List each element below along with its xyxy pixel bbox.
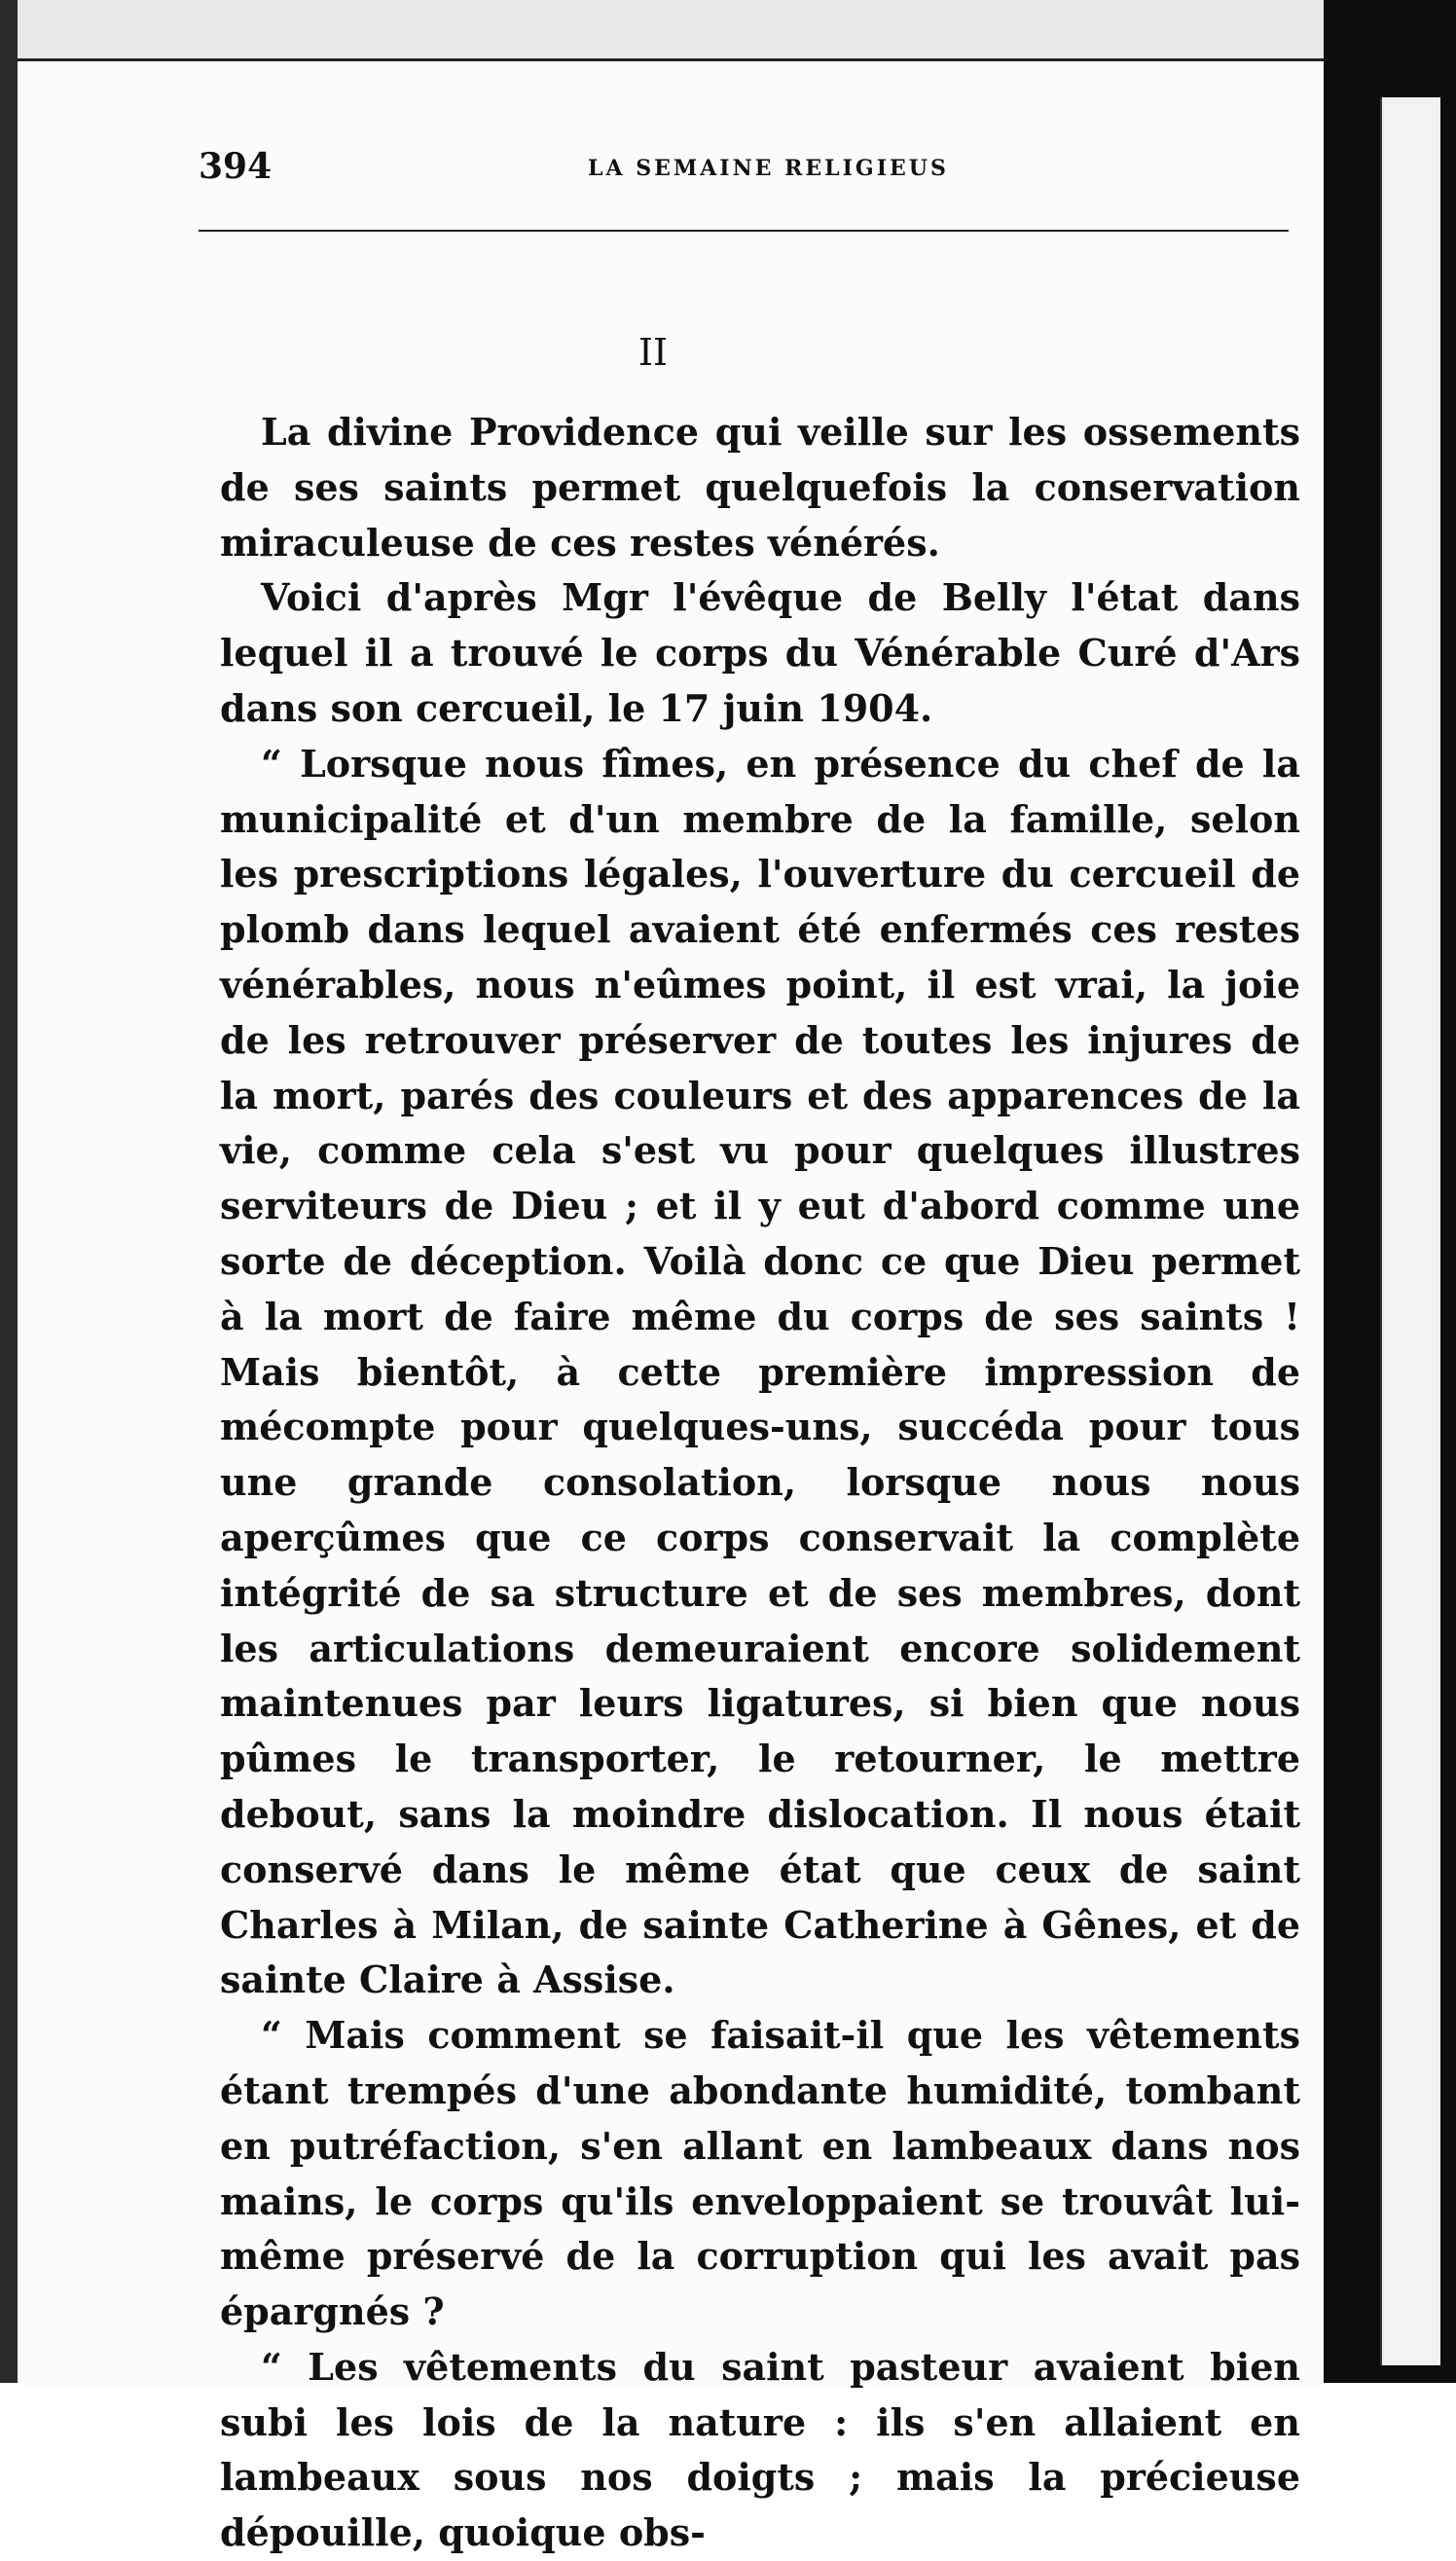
paragraph-3: “ Lorsque nous fîmes, en présence du chef de la municipalité et d'un membre de la famille, selon les prescriptions légales, l'ouverture du cercueil de plomb dans lequel avaient été enfermés ces restes vénérables, nous n'eûmes point, il est vrai, la joie de les retrouver préserver de toutes les injures de la mort, parés des couleurs et des apparences de la vie, comme cela s'est vu pour quelques illustres serviteurs de Dieu ; et il y eut d'abord comme une sorte de déception. Voilà donc ce que Dieu permet à la mort de faire même du corps de ses saints ! Mais bientôt, à cette première impression de mécompte pour quelques-uns, succéda pour tous une grande consolation, lorsque nous nous aperçûmes que ce corps conservait la complète intégrité de sa structure et de ses membres, dont les articulations demeuraient encore solidement maintenues par leurs ligatures, si bien que nous pûmes le transporter, le retourner, le mettre debout, sans la moindre dislocation. Il nous était conservé dans le même état que ceux de saint Charles à Milan, de sainte Catherine à Gênes, et de sainte Claire à Assise. [220, 741, 1300, 2002]
facing-page-edge [1380, 97, 1440, 2365]
paragraph-2: Voici d'après Mgr l'évêque de Belly l'état dans lequel il a trouvé le corps du Vénérable Curé d'Ars dans son cercueil, le 17 juin 1904. [220, 575, 1300, 730]
running-head: LA SEMAINE RELIGIEUS [588, 156, 949, 181]
header-rule [199, 230, 1289, 232]
paragraph-1: La divine Providence qui veille sur les ossements de ses saints permet quelquefois la conservation miraculeuse de ces restes vénérés. [220, 410, 1300, 565]
paragraph-5: “ Les vêtements du saint pasteur avaient bien subi les lois de la nature : ils s'en allaient en lambeaux sous nos doigts ; mais la précieuse dépouille, quoique obs- [220, 2344, 1300, 2555]
page-number: 394 [199, 146, 273, 187]
section-heading: II [637, 331, 669, 374]
page-header [199, 146, 1298, 204]
body-text [220, 331, 1300, 2561]
paragraph-4: “ Mais comment se faisait-il que les vêtements étant trempés d'une abondante humidité, tombant en putréfaction, s'en allant en lambeaux dans nos mains, le corps qu'ils enveloppaient se trouvât lui-même préservé de la corruption qui les avait pas épargnés ? [220, 2013, 1300, 2334]
